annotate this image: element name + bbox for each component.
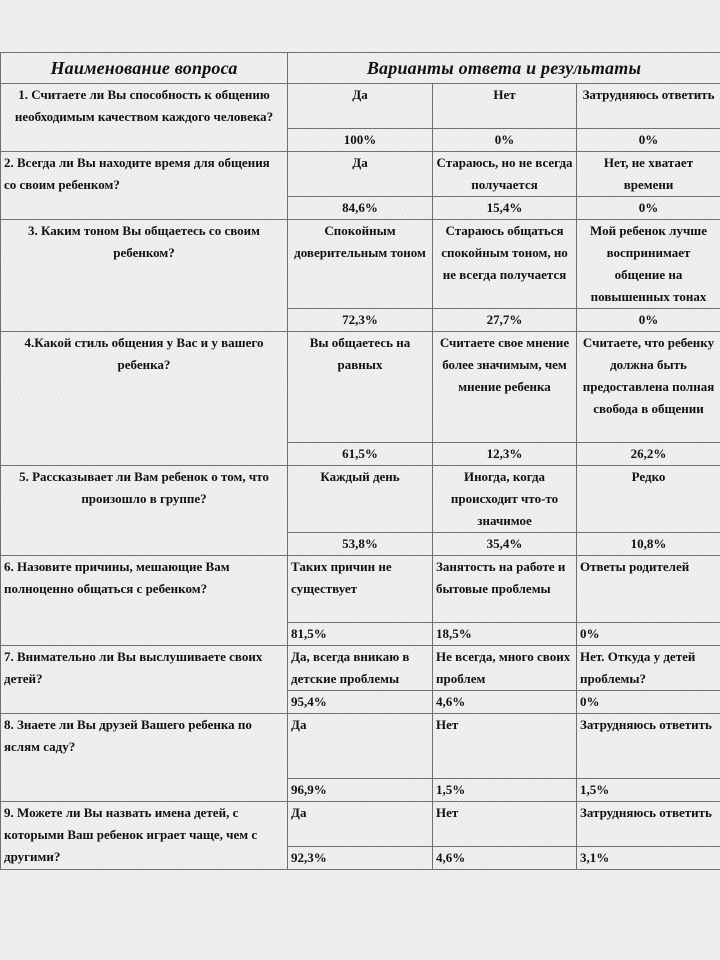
question-cell: 3. Каким тоном Вы общаетесь со своим ребенком? [1,220,288,332]
answer-option-cell: Да [288,152,433,197]
answers-row [1,556,720,623]
answer-option-cell: Вы общаетесь на равных [288,332,433,443]
question-cell: 9. Можете ли Вы назвать имена детей, с которыми Ваш ребенок играет чаще, чем с другими? [1,802,288,870]
question-cell: 5. Рассказывает ли Вам ребенок о том, что произошло в группе? [1,466,288,556]
question-column-header: Наименование вопроса [1,53,288,84]
percent-value-cell: 0% [577,623,720,646]
percent-value-cell: 84,6% [288,197,433,220]
percent-value-cell: 96,9% [288,779,433,802]
survey-table [0,52,720,870]
percent-value-cell: 10,8% [577,533,720,556]
answers-column-header: Варианты ответа и результаты [288,53,720,84]
answer-option-cell: Нет. Откуда у детей проблемы? [577,646,720,691]
percent-value-cell: 0% [577,309,720,332]
answer-option-cell: Нет [433,84,577,129]
answer-option-cell: Затрудняюсь ответить [577,714,720,779]
answer-option-cell: Да [288,84,433,129]
percent-value-cell: 1,5% [433,779,577,802]
answer-option-cell: Спокойным доверительным тоном [288,220,433,309]
question-cell: 2. Всегда ли Вы находите время для общения со своим ребенком? [1,152,288,220]
answer-option-cell: Редко [577,466,720,533]
percent-value-cell: 72,3% [288,309,433,332]
answer-option-cell: Иногда, когда происходит что-то значимое [433,466,577,533]
percent-value-cell: 92,3% [288,847,433,870]
answer-option-cell: Нет, не хватает времени [577,152,720,197]
percent-value-cell: 81,5% [288,623,433,646]
question-cell: 4.Какой стиль общения у Вас и у вашего ребенка? [1,332,288,466]
answers-row [1,466,720,533]
question-cell: 7. Внимательно ли Вы выслушиваете своих детей? [1,646,288,714]
answer-option-cell: Да [288,802,433,847]
answers-row [1,714,720,779]
percent-value-cell: 53,8% [288,533,433,556]
answer-option-cell: Считаете, что ребенку должна быть предоставлена полная свобода в общении [577,332,720,443]
percent-value-cell: 35,4% [433,533,577,556]
answer-option-cell: Стараюсь общаться спокойным тоном, но не всегда получается [433,220,577,309]
answer-option-cell: Затрудняюсь ответить [577,802,720,847]
percent-value-cell: 26,2% [577,443,720,466]
answer-option-cell: Да, всегда вникаю в детские проблемы [288,646,433,691]
answer-option-cell: Не всегда, много своих проблем [433,646,577,691]
answers-row [1,152,720,197]
answer-option-cell: Считаете свое мнение более значимым, чем мнение ребенка [433,332,577,443]
answer-option-cell: Каждый день [288,466,433,533]
answer-option-cell: Мой ребенок лучше воспринимает общение на повышенных тонах [577,220,720,309]
question-cell: 8. Знаете ли Вы друзей Вашего ребенка по яслям саду? [1,714,288,802]
percent-value-cell: 0% [433,129,577,152]
answer-option-cell: Да [288,714,433,779]
percent-value-cell: 18,5% [433,623,577,646]
answers-row [1,220,720,309]
percent-value-cell: 15,4% [433,197,577,220]
percent-value-cell: 12,3% [433,443,577,466]
percent-value-cell: 61,5% [288,443,433,466]
header-row [1,53,720,84]
question-cell: 6. Назовите причины, мешающие Вам полноценно общаться с ребенком? [1,556,288,646]
answer-option-cell: Ответы родителей [577,556,720,623]
answers-row [1,84,720,129]
percent-value-cell: 95,4% [288,691,433,714]
percent-value-cell: 1,5% [577,779,720,802]
percent-value-cell: 100% [288,129,433,152]
answer-option-cell: Затрудняюсь ответить [577,84,720,129]
question-cell: 1. Считаете ли Вы способность к общению необходимым качеством каждого человека? [1,84,288,152]
answer-option-cell: Стараюсь, но не всегда получается [433,152,577,197]
answer-option-cell: Занятость на работе и бытовые проблемы [433,556,577,623]
percent-value-cell: 27,7% [433,309,577,332]
answers-row [1,802,720,847]
answer-option-cell: Нет [433,714,577,779]
percent-value-cell: 3,1% [577,847,720,870]
answer-option-cell: Нет [433,802,577,847]
answers-row [1,332,720,443]
percent-value-cell: 0% [577,129,720,152]
percent-value-cell: 4,6% [433,847,577,870]
percent-value-cell: 0% [577,691,720,714]
answer-option-cell: Таких причин не существует [288,556,433,623]
percent-value-cell: 4,6% [433,691,577,714]
percent-value-cell: 0% [577,197,720,220]
answers-row [1,646,720,691]
